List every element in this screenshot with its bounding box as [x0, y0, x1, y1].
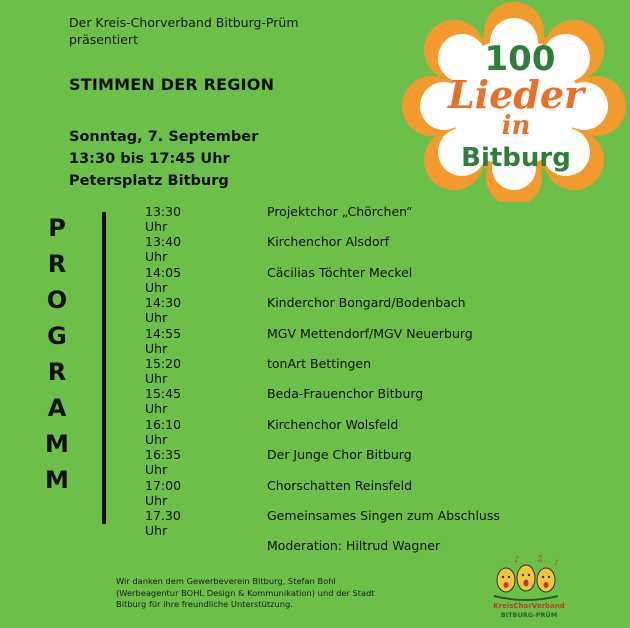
- schedule-act: Beda-Frauenchor Bitburg: [267, 386, 424, 402]
- intro-text: [69, 14, 299, 48]
- schedule-act: Gemeinsames Singen zum Abschluss: [267, 507, 500, 523]
- divider-line: [102, 212, 106, 524]
- schedule-act: Kirchenchor Wolsfeld: [267, 416, 399, 432]
- programm-letter: M: [45, 430, 69, 458]
- schedule-act: Projektchor „Chörchen“: [267, 204, 413, 219]
- logo-word-in: in: [501, 111, 531, 141]
- svg-text:♫: ♫: [536, 554, 544, 563]
- programm-letter: M: [45, 466, 69, 494]
- schedule-act: Chorschatten Reinsfeld: [267, 477, 413, 493]
- schedule-act: Kinderchor Bongard/Bodenbach: [267, 295, 466, 311]
- schedule-act: Der Junge Chor Bitburg: [267, 447, 412, 463]
- schedule-time: 13:40 Uhr: [145, 234, 182, 265]
- event-details: [69, 126, 258, 192]
- thanks-text: Wir danken dem Gewerbeverein Bitburg, Stefan Bohl (Werbeagentur BOHL Design & Kommunikation) und der Stadt Bitburg für ihre freundliche Unterstützung.: [116, 576, 375, 609]
- schedule-time: 16:35 Uhr: [145, 447, 182, 478]
- schedule-time: 13:30 Uhr: [145, 204, 182, 234]
- programm-letter: P: [48, 214, 66, 242]
- logo-word-lieder: Lieder: [447, 72, 585, 117]
- schedule-time: 15:20 Uhr: [145, 355, 182, 386]
- schedule-time: 17.30 Uhr: [145, 507, 181, 538]
- kcv-logo-name: KreisChorVerband: [493, 602, 565, 610]
- programm-letter: R: [47, 250, 67, 278]
- programm-letter: G: [47, 322, 67, 350]
- event-title: STIMMEN DER REGION: [69, 75, 275, 94]
- event-place: Petersplatz Bitburg: [69, 173, 229, 189]
- schedule-act: Kirchenchor Alsdorf: [267, 234, 390, 250]
- schedule-act: MGV Mettendorf/MGV Neuerburg: [267, 325, 473, 341]
- schedule-time: 14:30 Uhr: [145, 295, 182, 326]
- schedule-time: 17:00 Uhr: [145, 477, 182, 508]
- programm-letter: O: [46, 286, 68, 314]
- event-date: Sonntag, 7. September: [69, 129, 259, 145]
- schedule-act: tonArt Bettingen: [267, 355, 372, 371]
- programm-letter: A: [47, 394, 67, 422]
- logo-number: 100: [484, 39, 556, 79]
- moderation-text: Moderation: Hiltrud Wagner: [267, 538, 441, 553]
- schedule-time: 14:05 Uhr: [145, 264, 182, 295]
- schedule-time: 15:45 Uhr: [145, 386, 182, 417]
- intro-line-2: präsentiert: [69, 32, 138, 47]
- programm-letter: R: [47, 358, 67, 386]
- singing-faces-icon: [494, 554, 558, 600]
- logo-word-bitburg: Bitburg: [461, 143, 571, 173]
- schedule-act: Cäcilias Töchter Meckel: [267, 264, 413, 280]
- schedule-time: 14:55 Uhr: [145, 325, 182, 356]
- schedule-time: 16:10 Uhr: [145, 416, 182, 447]
- 100-lieder-logo: [398, 2, 630, 202]
- svg-text:♪: ♪: [514, 555, 520, 565]
- svg-text:♪: ♪: [554, 559, 559, 567]
- intro-line-1: Der Kreis-Chorverband Bitburg-Prüm: [69, 15, 299, 30]
- programm-vertical-word: [40, 210, 74, 498]
- kcv-logo-sub: BITBURG-PRÜM: [500, 611, 558, 619]
- event-time: 13:30 bis 17:45 Uhr: [69, 151, 230, 167]
